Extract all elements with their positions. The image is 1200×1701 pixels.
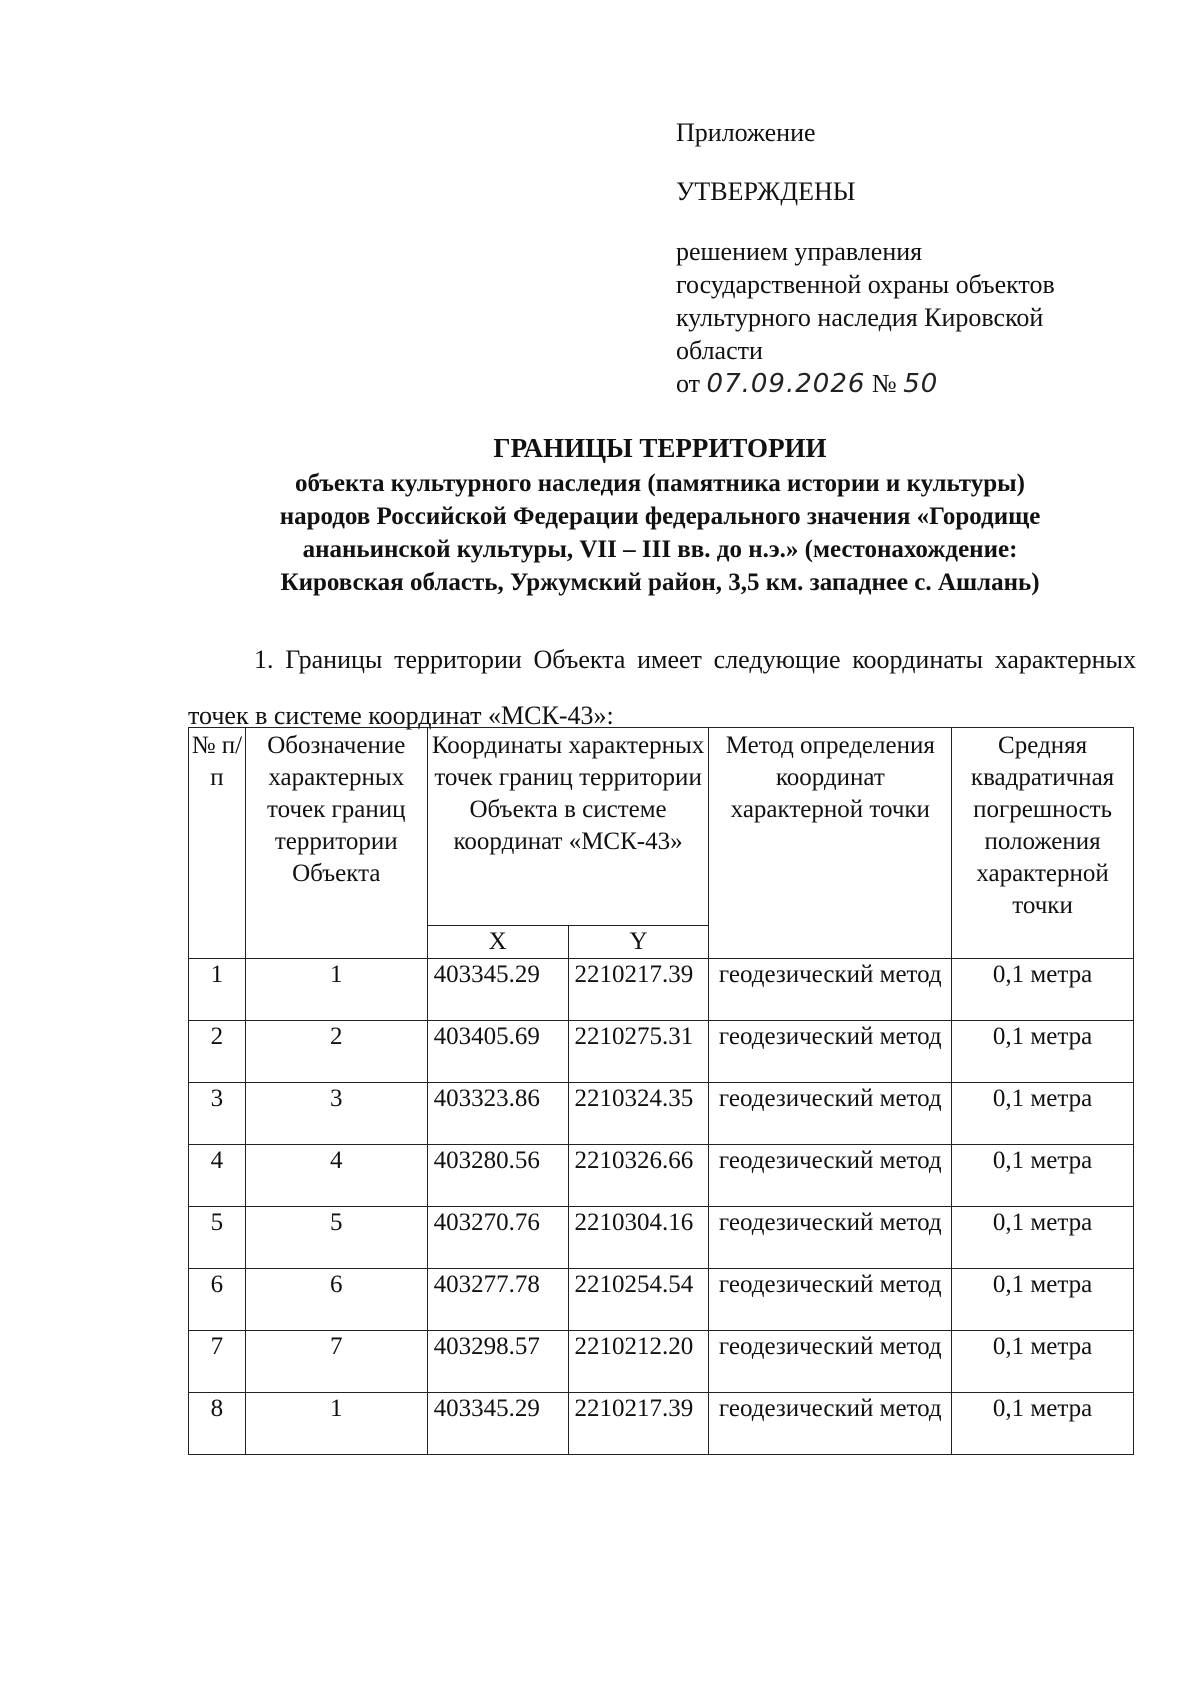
table-header-row [189, 728, 1134, 926]
cell-point: 2 [245, 1021, 427, 1083]
cell-error: 0,1 метра [952, 1021, 1134, 1083]
cell-method: геодезический метод [709, 1393, 952, 1455]
cell-error: 0,1 метра [952, 959, 1134, 1021]
cell-y: 2210254.54 [568, 1269, 709, 1331]
document-title [180, 432, 1140, 599]
cell-y: 2210275.31 [568, 1021, 709, 1083]
title-line: Кировская область, Уржумский район, 3,5 км. западнее с. Ашлань) [280, 569, 1040, 596]
cell-point: 1 [245, 1393, 427, 1455]
cell-error: 0,1 метра [952, 1083, 1134, 1145]
cell-method: геодезический метод [709, 959, 952, 1021]
cell-method: геодезический метод [709, 1207, 952, 1269]
header-x: X [427, 926, 568, 959]
cell-method: геодезический метод [709, 1331, 952, 1393]
decision-line: решением управления [676, 237, 923, 266]
coordinates-table [188, 727, 1134, 1455]
approval-block [676, 116, 1146, 401]
appendix-label: Приложение [676, 118, 816, 147]
header-coordinates: Координаты характерных точек границ территории Объекта в системе координат «МСК-43» [427, 728, 709, 926]
cell-point: 6 [245, 1269, 427, 1331]
cell-method: геодезический метод [709, 1269, 952, 1331]
cell-num: 5 [189, 1207, 246, 1269]
table-row [189, 1145, 1134, 1207]
paragraph-text: 1. Границы территории Объекта имеет следующие координаты характерных точек в системе координат «МСК-43»: [188, 645, 1136, 730]
cell-error: 0,1 метра [952, 1145, 1134, 1207]
table-row [189, 1393, 1134, 1455]
cell-num: 4 [189, 1145, 246, 1207]
decision-line: культурного наследия Кировской [676, 303, 1044, 332]
table-row [189, 1269, 1134, 1331]
handwritten-number: 50 [903, 369, 939, 399]
cell-point: 1 [245, 959, 427, 1021]
header-y: Y [568, 926, 709, 959]
cell-x: 403298.57 [427, 1331, 568, 1393]
cell-point: 4 [245, 1145, 427, 1207]
cell-point: 3 [245, 1083, 427, 1145]
cell-error: 0,1 метра [952, 1207, 1134, 1269]
cell-point: 5 [245, 1207, 427, 1269]
cell-x: 403345.29 [427, 1393, 568, 1455]
title-line: ананьинской культуры, VII – III вв. до н.э.» (местонахождение: [302, 536, 1018, 563]
cell-method: геодезический метод [709, 1145, 952, 1207]
table-row [189, 1207, 1134, 1269]
cell-num: 7 [189, 1331, 246, 1393]
cell-error: 0,1 метра [952, 1269, 1134, 1331]
cell-num: 3 [189, 1083, 246, 1145]
cell-num: 1 [189, 959, 246, 1021]
header-method: Метод определения координат характерной точки [709, 728, 952, 959]
cell-num: 8 [189, 1393, 246, 1455]
cell-x: 403280.56 [427, 1145, 568, 1207]
decision-date-line [676, 367, 1146, 401]
cell-x: 403405.69 [427, 1021, 568, 1083]
cell-error: 0,1 метра [952, 1393, 1134, 1455]
header-num: № п/п [189, 728, 246, 959]
date-prefix: от [676, 369, 701, 398]
table-row [189, 959, 1134, 1021]
cell-point: 7 [245, 1331, 427, 1393]
cell-method: геодезический метод [709, 1021, 952, 1083]
cell-num: 2 [189, 1021, 246, 1083]
table-row [189, 1021, 1134, 1083]
decision-line: области [676, 336, 763, 365]
number-sign: № [871, 369, 897, 398]
table-row [189, 1331, 1134, 1393]
decision-line: государственной охраны объектов [676, 270, 1055, 299]
cell-method: геодезический метод [709, 1083, 952, 1145]
title-line: народов Российской Федерации федерального значения «Городище [279, 503, 1041, 530]
handwritten-date: 07.09.2026 [706, 369, 866, 399]
cell-y: 2210217.39 [568, 959, 709, 1021]
cell-x: 403277.78 [427, 1269, 568, 1331]
cell-y: 2210212.20 [568, 1331, 709, 1393]
cell-y: 2210324.35 [568, 1083, 709, 1145]
table-row [189, 1083, 1134, 1145]
header-designation: Обозначение характерных точек границ территории Объекта [245, 728, 427, 959]
table-body [189, 959, 1134, 1455]
cell-x: 403345.29 [427, 959, 568, 1021]
cell-y: 2210304.16 [568, 1207, 709, 1269]
cell-y: 2210326.66 [568, 1145, 709, 1207]
title-main: ГРАНИЦЫ ТЕРРИТОРИИ [493, 433, 827, 463]
cell-y: 2210217.39 [568, 1393, 709, 1455]
cell-x: 403270.76 [427, 1207, 568, 1269]
header-error: Средняя квадратичная погрешность положения характерной точки [952, 728, 1134, 959]
cell-x: 403323.86 [427, 1083, 568, 1145]
cell-error: 0,1 метра [952, 1331, 1134, 1393]
cell-num: 6 [189, 1269, 246, 1331]
title-line: объекта культурного наследия (памятника истории и культуры) [294, 470, 1025, 497]
approved-label: УТВЕРЖДЕНЫ [676, 177, 856, 206]
